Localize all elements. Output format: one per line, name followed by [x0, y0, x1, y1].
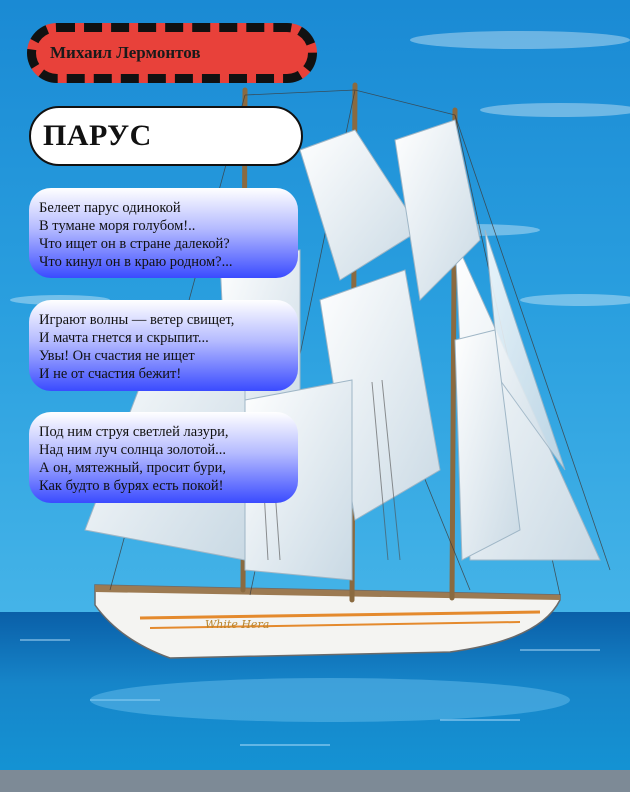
- author-badge: [27, 23, 317, 83]
- poem-title-box: [29, 106, 303, 166]
- stanza-line: И не от счастия бежит!: [39, 366, 182, 382]
- stanza-line: Увы! Он счастия не ищет: [39, 348, 195, 364]
- ship-name-label: White Hera: [205, 618, 270, 631]
- poem-title: ПАРУС: [43, 119, 152, 152]
- stanza-line: Как будто в бурях есть покой!: [39, 478, 224, 494]
- stanza-card: [29, 412, 298, 503]
- stanza-line: Что ищет он в стране далекой?: [39, 236, 230, 252]
- stanza-line: И мачта гнется и скрыпит...: [39, 330, 209, 346]
- stanza-line: Что кинул он в краю родном?...: [39, 254, 233, 270]
- stanza-line: А он, мятежный, просит бури,: [39, 460, 226, 476]
- stanza-line: Над ним луч солнца золотой...: [39, 442, 226, 458]
- stanza-line: Играют волны — ветер свищет,: [39, 312, 235, 328]
- stanza-line: В тумане моря голубом!..: [39, 218, 196, 234]
- stanza-line: Под ним струя светлей лазури,: [39, 424, 229, 440]
- author-name: Михаил Лермонтов: [50, 43, 201, 62]
- stanza-card: [29, 188, 298, 278]
- stanza-line: Белеет парус одинокой: [39, 200, 181, 216]
- stanza-card: [29, 300, 298, 391]
